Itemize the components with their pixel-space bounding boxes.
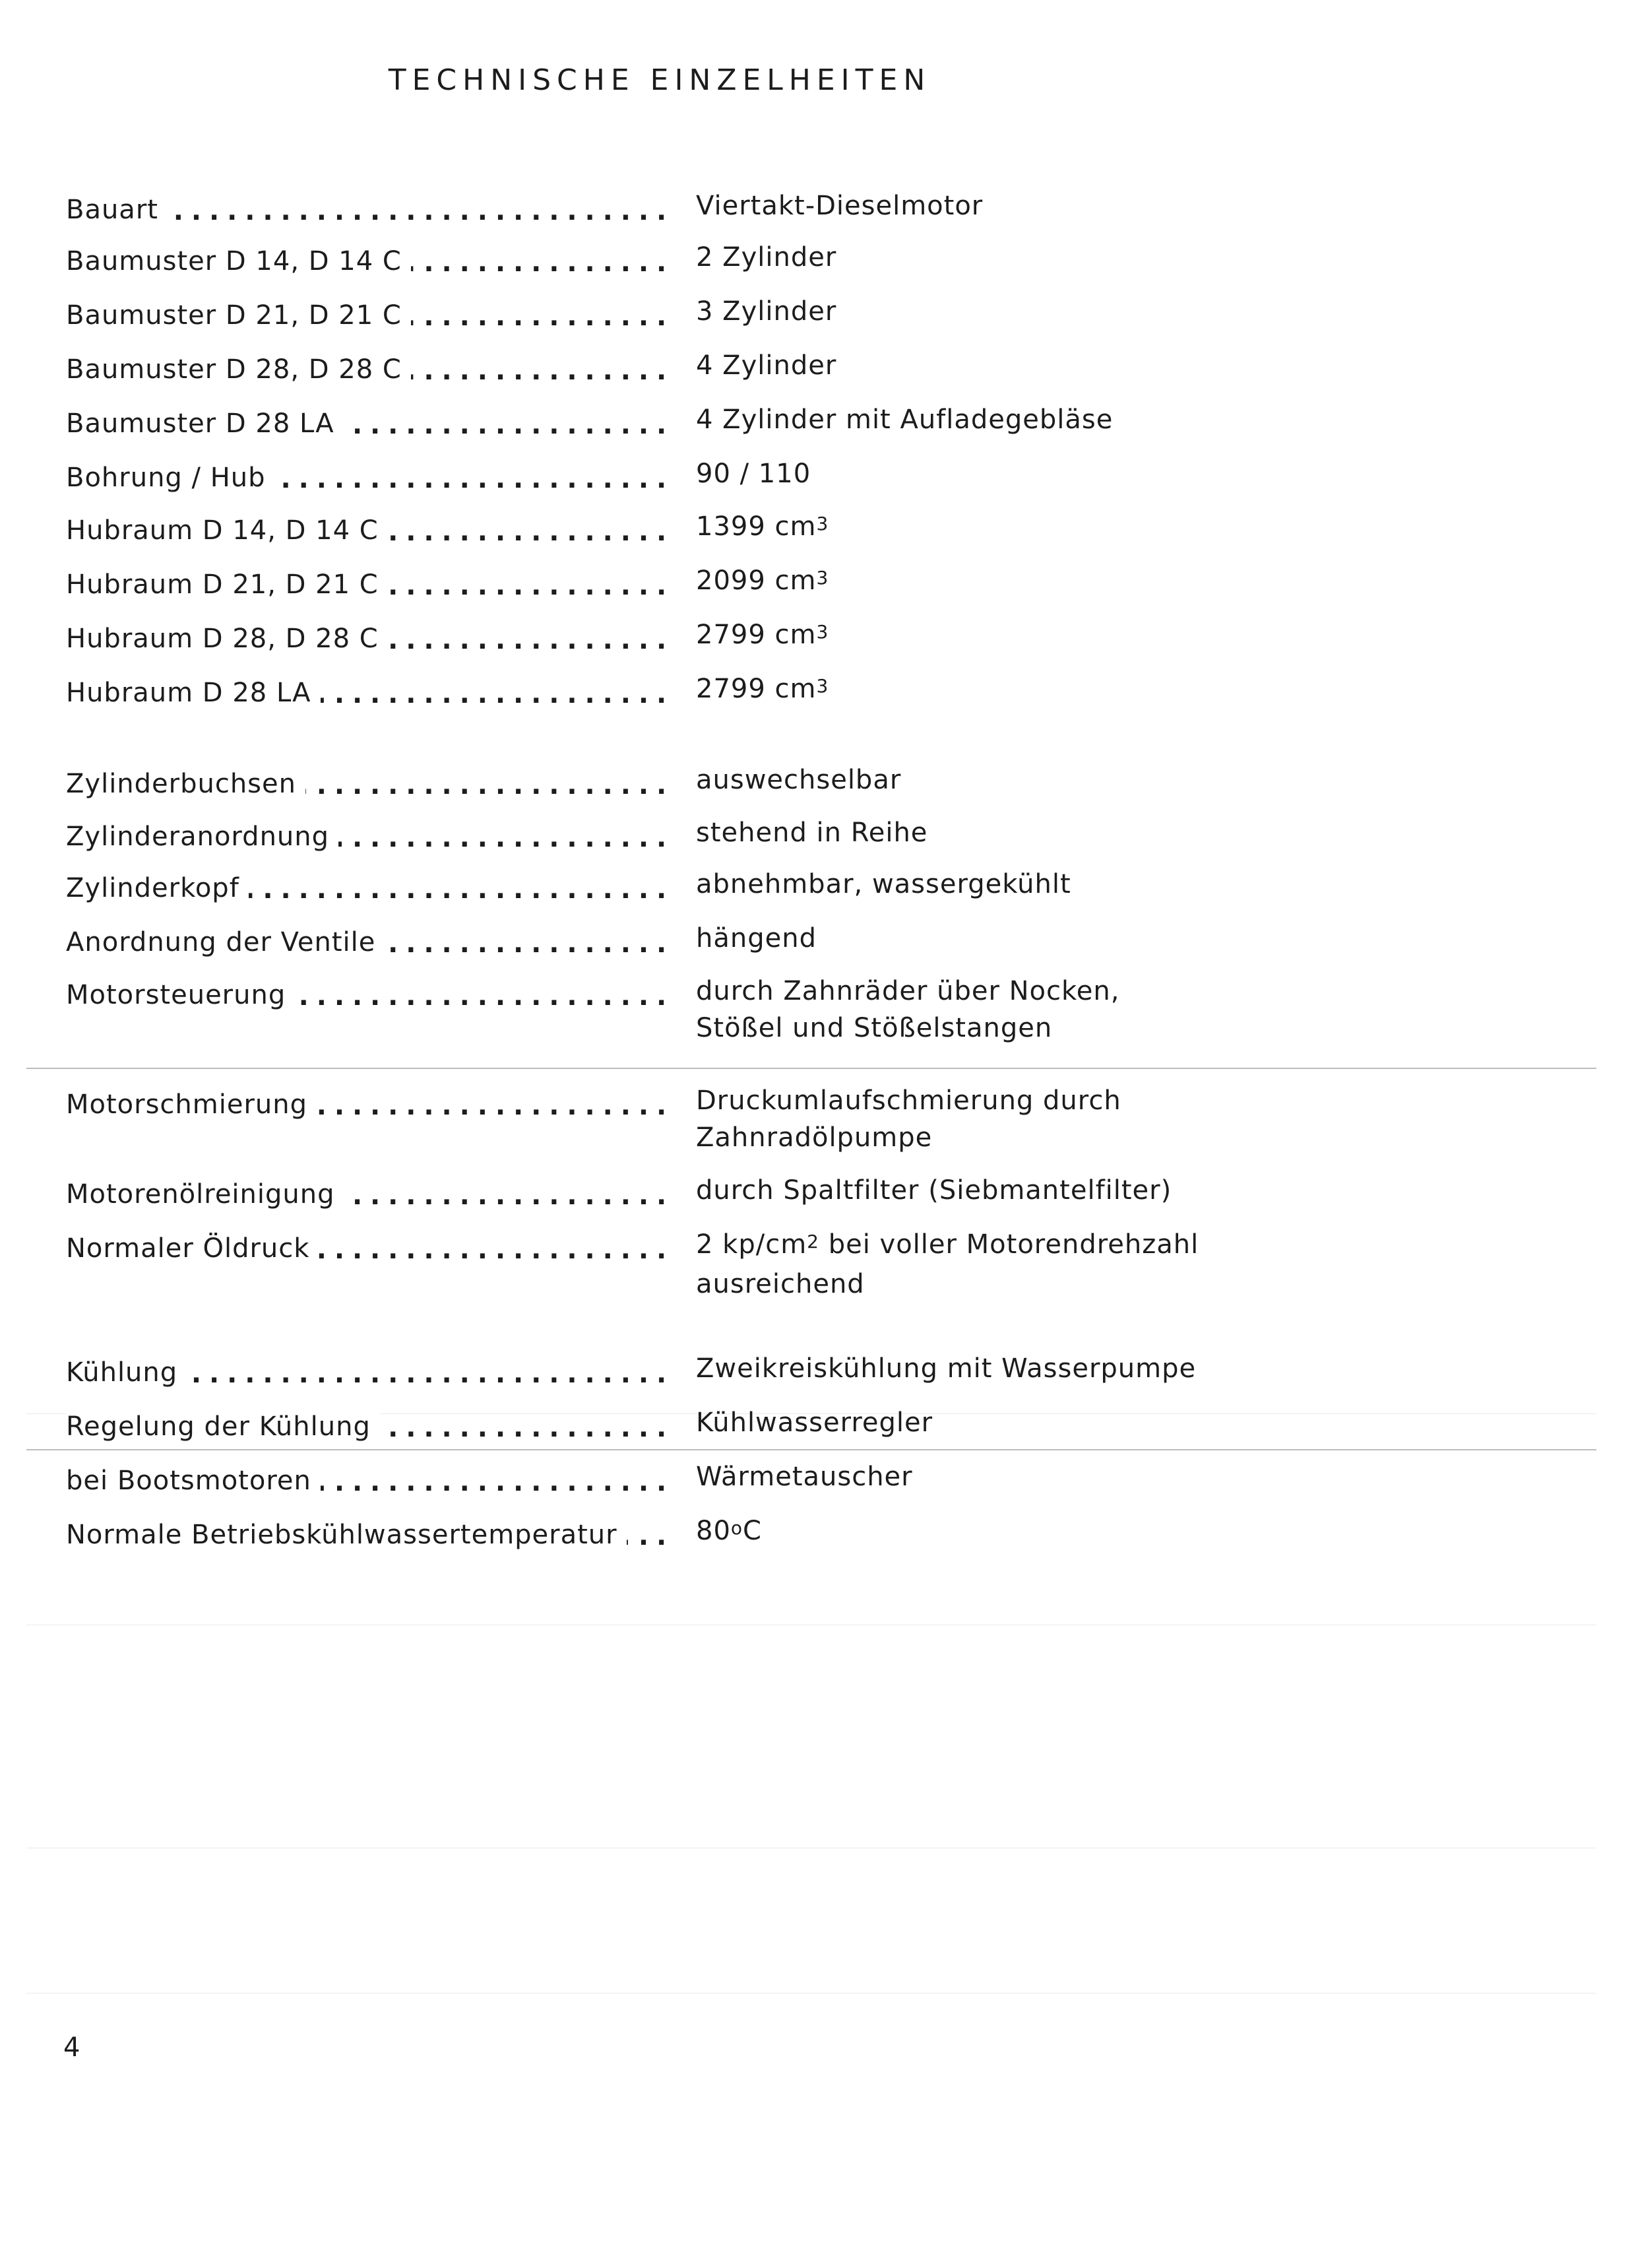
spec-label: Normaler Öldruck bbox=[66, 1233, 319, 1264]
spec-value: hängend bbox=[696, 923, 817, 954]
spec-label: Hubraum D 28 LA bbox=[66, 678, 321, 708]
spec-value: 3 Zylinder bbox=[696, 296, 837, 327]
spec-label: Motorsteuerung bbox=[66, 980, 295, 1010]
spec-value: 2799 $cm^3$ bbox=[696, 674, 829, 704]
spec-value: 4 Zylinder bbox=[696, 350, 837, 381]
spec-label: Baumuster D 21, D 21 C bbox=[66, 300, 411, 331]
spec-value: durch Spaltfilter (Siebmantelfilter) bbox=[696, 1175, 1172, 1206]
spec-value: Viertakt-Dieselmotor bbox=[696, 191, 984, 221]
spec-label: Bohrung / Hub bbox=[66, 463, 275, 493]
spec-label: Regelung der Kühlung bbox=[66, 1411, 380, 1442]
spec-value: stehend in Reihe bbox=[696, 818, 928, 848]
spec-label: Hubraum D 21, D 21 C bbox=[66, 569, 388, 600]
spec-label: Motorschmierung bbox=[66, 1089, 317, 1120]
spec-value: 90 / 110 bbox=[696, 459, 811, 489]
spec-label: Kühlung bbox=[66, 1357, 187, 1388]
spec-value: abnehmbar, wassergekühlt bbox=[696, 869, 1071, 899]
spec-label: Baumuster D 28 LA bbox=[66, 408, 344, 439]
spec-value: Wärmetauscher bbox=[696, 1462, 913, 1492]
spec-label: Normale Betriebskühlwassertemperatur bbox=[66, 1520, 627, 1550]
spec-label: Zylinderanordnung bbox=[66, 822, 338, 852]
spec-label: Anordnung der Ventile bbox=[66, 927, 385, 957]
spec-label: Motorenölreinigung bbox=[66, 1179, 344, 1210]
spec-label: Baumuster D 28, D 28 C bbox=[66, 354, 411, 385]
spec-value: durch Zahnräder über Nocken, Stößel und Stößelstangen bbox=[696, 976, 1120, 1043]
spec-value: 1399 $cm^3$ bbox=[696, 511, 829, 542]
spec-value: Druckumlaufschmierung durch Zahnradölpumpe bbox=[696, 1085, 1121, 1153]
divider-line bbox=[26, 1449, 1596, 1450]
page-title: TECHNISCHE EINZELHEITEN bbox=[388, 63, 931, 97]
spec-value: auswechselbar bbox=[696, 765, 902, 795]
spec-value: 4 Zylinder mit Aufladegebläse bbox=[696, 405, 1114, 435]
spec-value: Zweikreiskühlung mit Wasserpumpe bbox=[696, 1353, 1197, 1384]
spec-value: 2 $kp/cm^2$ bei voller Motorendrehzahl ausreichend bbox=[696, 1229, 1199, 1299]
spec-label: bei Bootsmotoren bbox=[66, 1466, 321, 1496]
spec-value: 2 Zylinder bbox=[696, 242, 837, 273]
spec-value: Kühlwasserregler bbox=[696, 1408, 933, 1438]
spec-label: Hubraum D 28, D 28 C bbox=[66, 624, 388, 654]
spec-value: 2099 $cm^3$ bbox=[696, 566, 829, 596]
spec-label: Bauart bbox=[66, 195, 168, 225]
page-number: 4 bbox=[63, 2032, 80, 2063]
spec-label: Zylinderbuchsen bbox=[66, 769, 305, 799]
spec-label: Hubraum D 14, D 14 C bbox=[66, 515, 388, 546]
divider-line bbox=[26, 1068, 1596, 1069]
spec-value: 2799 $cm^3$ bbox=[696, 620, 829, 650]
spec-label: Baumuster D 14, D 14 C bbox=[66, 246, 411, 276]
spec-label: Zylinderkopf bbox=[66, 873, 249, 903]
spec-value: 80$^o$C bbox=[696, 1516, 762, 1546]
